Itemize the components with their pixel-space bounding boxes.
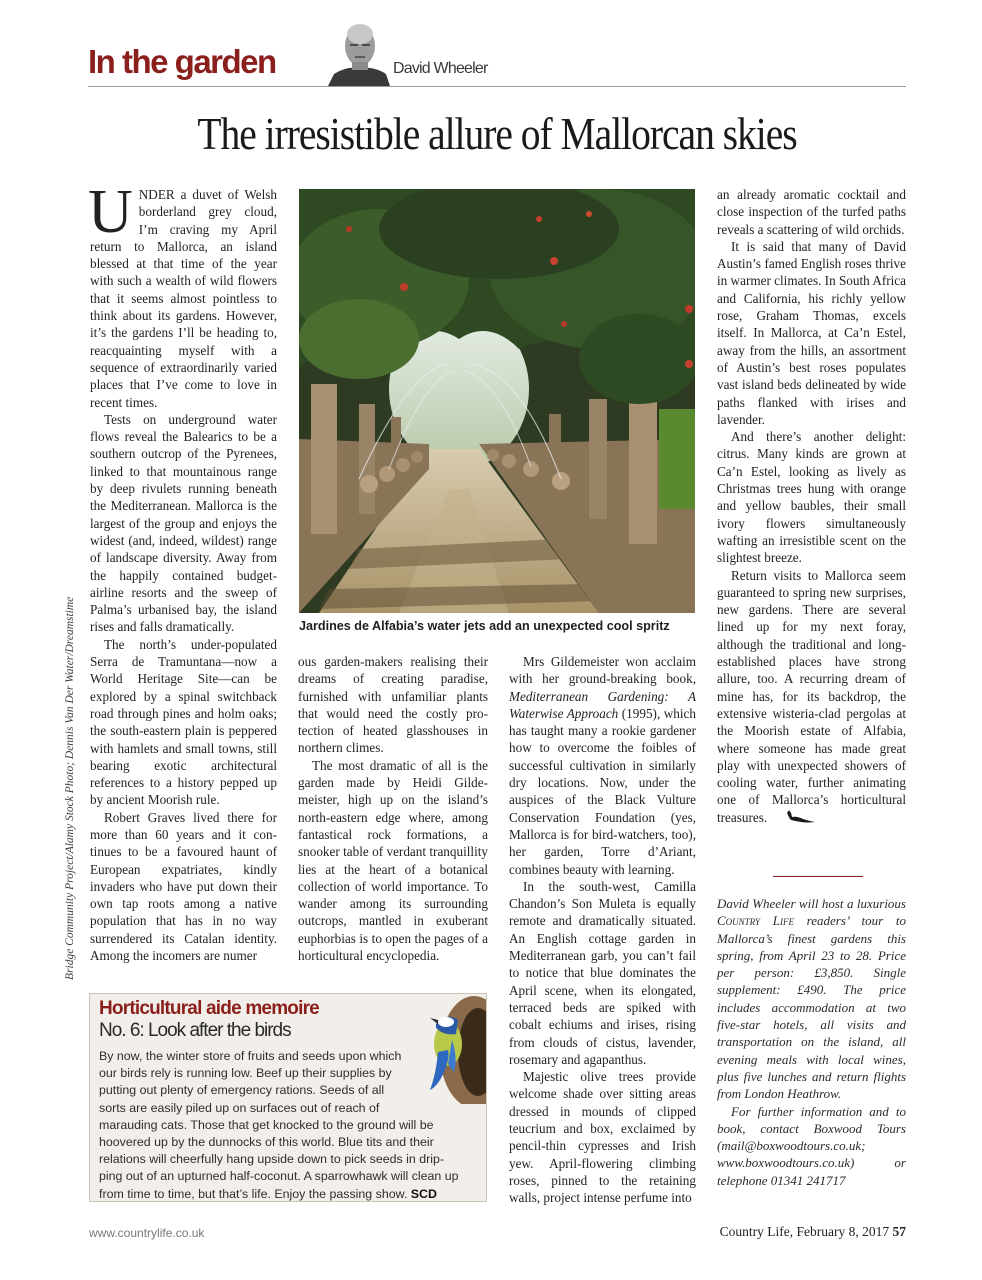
paragraph-text: Return visits to Mallorca seem guaranteed to spring new surprises, new gardens. There are several lined up for my next foray, although the traditional and long-established places have strong allure, too. A recurring dream of mine has, for its backdrop, the extensive wisteria-clad pergolas at the Moorish estate of Alfabia, where someone has made great play with unexpected showers of cooling water, further animating one of Mallorca’s horticultural treasures.	[717, 567, 906, 825]
paragraph-text: readers’ tour to Mallorca’s finest gardens this spring, from April 23 to 28. Price per person: £3,850. Single supplement: £490. The price includes accommodation at two five-star hotels, all visits and transportation on the island, all evening meals with local wines, plus five lunches and return flights from London Heathrow.	[717, 913, 906, 1102]
book-title: Mediterranean Gardening: A Waterwise Approach	[509, 688, 696, 721]
photo-credit: Bridge Community Project/Alamy Stock Photo; Dennis Van Der Water/Dreamstime	[64, 596, 76, 980]
paragraph-text: NDER a duvet of Welsh borderland grey cloud, I’m craving my April return to Mallorca, an island blessed at that time of the year with such a wealth of wild flowers that it seems almost pointless to think about its gardens. However, it’s the gardens I’ll be heading to, reacquainting myself with a sequence of extraordinarily varied places that I’ve come to love in recent times.	[90, 187, 277, 410]
box-body	[99, 1048, 483, 1202]
article-column-2	[298, 653, 488, 964]
drop-cap: U	[88, 178, 133, 246]
article-column-3	[509, 653, 696, 1207]
author-initials: SCD	[410, 1186, 437, 1201]
photo-caption: Jardines de Alfabia’s water jets add an unexpected cool spritz	[299, 619, 670, 633]
box-line: ping out of an upturned half-coconut. A sparrowhawk will clean up	[99, 1169, 459, 1184]
box-title: Horticultural aide memoire	[99, 998, 319, 1019]
article-paragraph	[509, 653, 696, 878]
article-column-4	[717, 186, 906, 826]
box-line-last	[99, 1186, 483, 1202]
article-paragraph	[717, 567, 906, 826]
headline: The irresistible allure of Mallorcan skies	[197, 108, 797, 159]
peacock-end-mark-icon	[771, 810, 801, 824]
readers-tour-info	[717, 895, 906, 1189]
article-paragraph: Majestic olive trees provide welcome shade over sitting areas dressed in mounds of clipped teucrium and box, exclaimed by pencil-thin cypresses and Irish yew. April-flowering climbing roses, pinned to the retaining walls, project intense perfume into	[509, 1069, 696, 1206]
author-byline: David Wheeler	[393, 60, 488, 77]
footer-website: www.countrylife.co.uk	[89, 1226, 205, 1240]
tour-paragraph	[717, 895, 906, 1103]
box-line: marauding cats. Those that get knocked to the ground will be	[99, 1117, 434, 1132]
aide-memoire-box	[89, 993, 487, 1202]
article-column-1	[88, 178, 277, 964]
author-portrait	[328, 20, 390, 86]
tour-contact: For further information and to book, contact Boxwood Tours (mail@boxwoodtours.co.uk; www.boxwoodtours.co.uk) or telephone 01341 241717	[717, 1103, 906, 1188]
header-divider	[88, 86, 906, 87]
article-paragraph: In the south-west, Camilla Chandon’s Son Muleta is equally remote and dramatically situated. An English cottage garden in Mediterranean garb, you can’t fail to notice that blue dominates the April scene, when its elongated, terraced beds are spiked with cobalt echiums and irises, rising from clouds of cistus, lavender, rosemary and agapanthus.	[509, 878, 696, 1067]
article-paragraph	[88, 178, 277, 411]
article-paragraph: ous garden-makers realising their dreams of creating paradise, furnished with unfamiliar plants that would need the costly protection of heated glasshouses in northern climes.	[298, 654, 488, 756]
paragraph-text: David Wheeler will host a luxurious	[717, 896, 906, 911]
article-paragraph: Robert Graves lived there for more than 60 years and it continues to be a favoured haunt of European expatriates, kindly invaders who have put down their own tap roots among a native population that has in no way surrendered its Catalan identity. Among the incomers are numer	[90, 809, 277, 964]
paragraph-text: (1995), which has taught many a rookie gardener how to overcome the foibles of successful cultivation in similarly dry locations. Now, under the auspices of the Black Vulture Conservation Foundation (yes, Mallorca is for bird-watchers, too), her garden, Torre d’Ariant, combines beauty with learning.	[509, 705, 696, 877]
box-line: By now, the winter store of fruits and seeds upon which	[99, 1049, 402, 1063]
article-paragraph: The most dramatic of all is the garden made by Heidi Gildemeister, high up on the island’s north-eastern edge where, among fantastical rock formations, a snooker table of verdant tranquillity lies at the heart of a botanical collection of world importance. To wander among its surrounding outcrops, mantled in exuberant euphorbias is to open the pages of a horticultural encyclopedia.	[298, 757, 488, 964]
page-number: 57	[892, 1224, 906, 1239]
section-divider	[773, 876, 863, 877]
brand-name: Country Life	[717, 913, 794, 929]
box-line: sorts are easily piled up on surfaces out of reach of	[99, 1100, 380, 1115]
box-line: putting out plenty of emergency rations. Seeds of all	[99, 1083, 385, 1098]
article-paragraph: It is said that many of David Austin’s famed English roses thrive in warmer climates. In South Africa and California, his richly yellow rose, Graham Thomas, excels itself. In Mallorca, at Ca’n Estel, away from the hills, an assortment of Austin’s best roses populates vast island beds delineated by wide paths flanked with irises and lavender.	[717, 238, 906, 427]
section-title: In the garden	[88, 43, 276, 80]
article-paragraph: And there’s another delight: citrus. Many kinds are grown at Ca’n Estel, looking as lively as Christmas trees hung with orange and yellow baubles, their small ivory flowers simultaneously wafting an irresistible scent on the slightest breeze.	[717, 429, 906, 566]
box-line-text: from time to time, but that’s life. Enjoy the passing show.	[99, 1186, 408, 1201]
footer-publication	[720, 1224, 906, 1240]
publication-date: Country Life, February 8, 2017	[719, 1224, 890, 1239]
paragraph-text: Mrs Gildemeister won acclaim with her ground-breaking book,	[509, 654, 696, 687]
article-paragraph: The north’s under-populated Serra de Tramuntana—now a World Heritage Site—can be explored by a spinal switchback road through pines and holm oaks; the south-eastern plain is peppered with hamlets and small towns, still bearing exotic architectural references to a history pepped up by ancient Moorish rule.	[90, 636, 277, 808]
box-subtitle: No. 6: Look after the birds	[99, 1020, 291, 1041]
article-paragraph: an already aromatic cocktail and close inspection of the turfed paths reveals a scattering of wild orchids.	[717, 187, 906, 237]
article-paragraph: Tests on underground water flows reveal the Balearics to be a southern outcrop of the Pyrenees, linked to that mountainous range by deep rivulets running beneath the Mediterranean. Mallorca is the largest of the group and enjoys the widest (and, indeed, wildest) range of landscape diversity. Away from the happily contained budget-airline resorts and the sweep of Palma’s urbanised bay, the island rises and falls dramatically.	[90, 411, 277, 635]
garden-photo	[299, 189, 695, 613]
box-line: our birds rely is running low. Beef up their supplies by	[99, 1066, 392, 1081]
box-line: hoovered up by the dunnocks of this world. Blue tits and their	[99, 1135, 434, 1150]
box-line: relations will cheerfully hang upside down to pick seeds in drip-	[99, 1152, 445, 1167]
